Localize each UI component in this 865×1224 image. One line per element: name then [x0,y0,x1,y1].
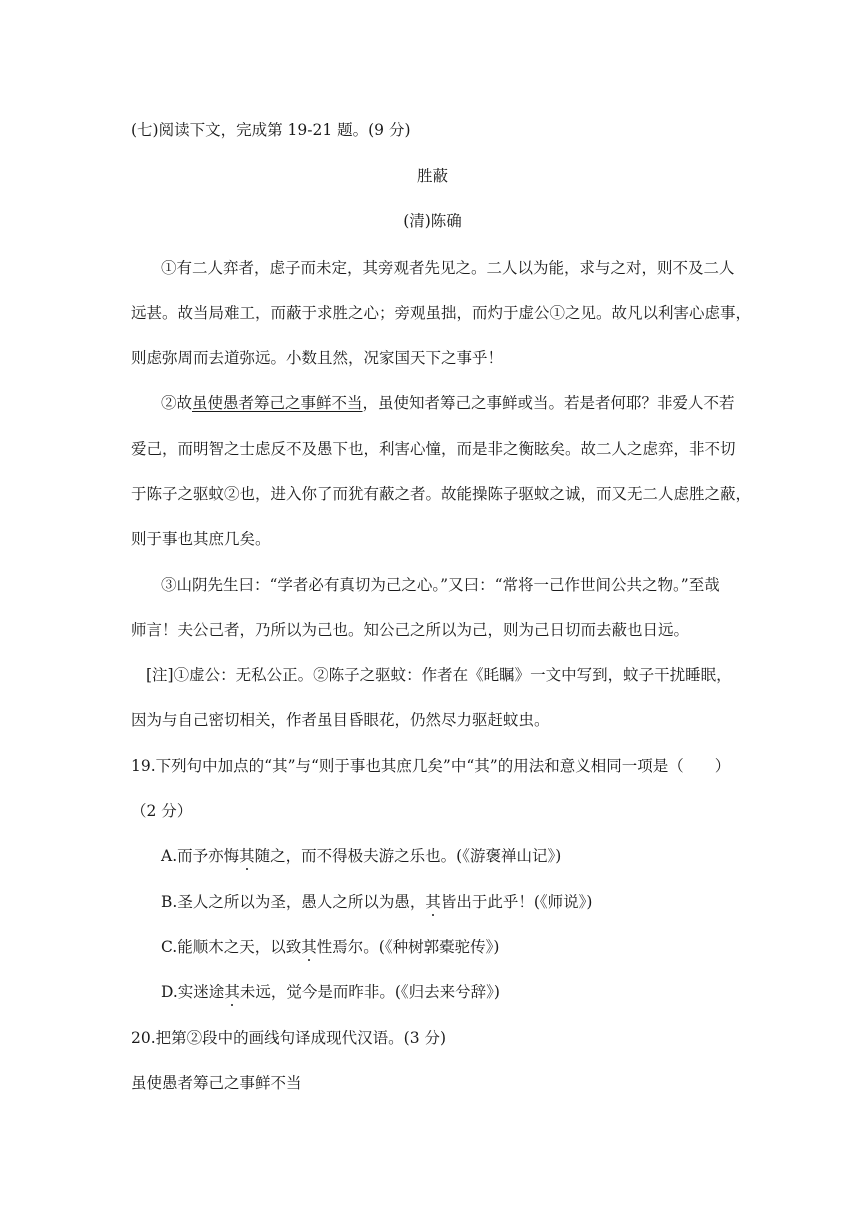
note-line: [注]①虚公：无私公正。②陈子之驱蚊：作者在《眊瞩》一文中写到，蚊子干扰睡眠， [146,666,732,684]
underlined-sentence: 虽使愚者筹己之事鲜不当 [192,394,363,412]
paragraph-line: 爱己，而明智之士虑反不及愚下也，利害心憧，而是非之衡眩矣。故二人之虑弈，非不切 [131,440,736,458]
option-text: C.能顺木之天，以致 [161,938,302,956]
option-text: 性焉尔。(《种树郭橐驼传》) [316,938,500,956]
option-text: D.实迷途 [161,983,225,1001]
dotted-character: 其 [425,893,441,911]
text-segment: ，虽使知者筹己之事鲜或当。若是者何耶？非爱人不若 [362,394,735,412]
article-author: (清)陈确 [403,212,462,230]
section-header: (七)阅读下文，完成第 19-21 题。(9 分) [131,121,411,139]
paragraph-line: 则于事也其庶几矣。 [131,530,271,548]
paragraph-line: 则虑弥周而去道弥远。小数且然，况家国天下之事乎！ [131,349,504,367]
option-c [161,935,499,957]
option-text: 随之，而不得极夫游之乐也。(《游褒禅山记》) [254,847,562,865]
option-text: B.圣人之所以为圣，愚人之所以为愚， [161,893,426,911]
question-stem: （2 分） [131,802,193,820]
paragraph-line: 远甚。故当局难工，而蔽于求胜之心；旁观虽拙，而灼于虚公①之见。故凡以利害心虑事， [131,304,752,322]
paragraph-line: 于陈子之驱蚊②也，进入你了而犹有蔽之者。故能操陈子驱蚊之诚，而又无二人虑胜之蔽， [131,485,752,503]
dotted-character: 其 [239,847,255,865]
option-b [161,890,592,912]
paragraph-line: 师言！夫公己者，乃所以为己也。知公己之所以为己，则为己日切而去蔽也日远。 [131,621,690,639]
translation-sentence: 虽使愚者筹己之事鲜不当 [131,1074,302,1092]
option-text: A.而予亦悔 [161,847,240,865]
option-a [161,844,561,866]
option-text: 未远，觉今是而昨非。(《归去来兮辞》) [239,983,500,1001]
option-text: 皆出于此乎！(《师说》) [440,893,593,911]
article-title: 胜蔽 [416,167,448,185]
paragraph-line: ③山阴先生曰：“学者必有真切为己之心。”又曰：“常将一己作世间公共之物。”至哉 [161,576,720,594]
text-segment: ②故 [161,394,193,412]
question-stem: 20.把第②段中的画线句译成现代汉语。(3 分) [131,1029,447,1047]
paragraph-line [161,391,735,413]
question-stem: 19.下列句中加点的“其”与“则于事也其庶几矣”中“其”的用法和意义相同一项是（ ） [131,757,731,775]
option-d [161,980,500,1002]
note-line: 因为与自己密切相关，作者虽目昏眼花，仍然尽力驱赶蚊虫。 [131,711,550,729]
dotted-character: 其 [224,983,240,1001]
dotted-character: 其 [301,938,317,956]
paragraph-line: ①有二人弈者，虑子而未定，其旁观者先见之。二人以为能，求与之对，则不及二人 [161,259,735,277]
